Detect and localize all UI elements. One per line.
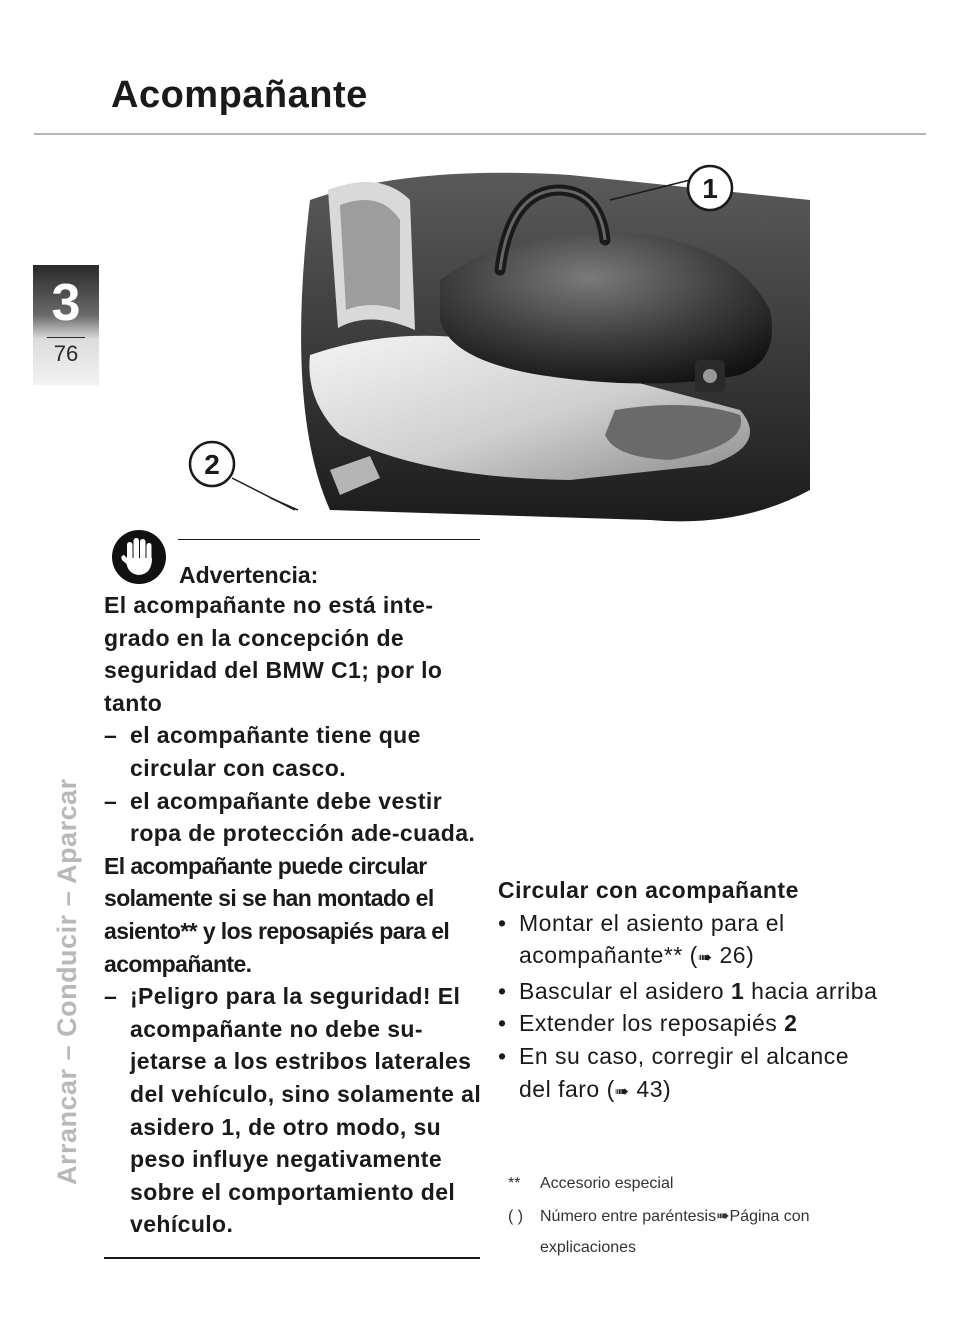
warning-top-rule <box>178 539 480 540</box>
warning-heading: Advertencia: <box>179 562 319 588</box>
warning-item: – el acompañante tiene que circular con casco. <box>104 722 421 781</box>
chapter-divider <box>47 337 85 338</box>
callout-1: 1 <box>702 173 718 204</box>
procedure-section <box>498 874 878 1108</box>
warning-item: – el acompañante debe vestir ropa de protección ade-cuada. <box>104 787 476 847</box>
arrow-right-icon: ➠ <box>716 1208 730 1225</box>
procedure-heading: Circular con acompañante <box>498 877 799 903</box>
stop-hand-icon <box>110 528 168 586</box>
warning-note: El acompañante puede circular solamente si se han montado el asiento** y los reposapiés para el acompañante. <box>104 852 450 977</box>
callout-2: 2 <box>204 449 220 480</box>
page-number: 76 <box>53 341 79 366</box>
arrow-right-icon: ➠ <box>697 948 713 968</box>
scooter-passenger-seat-photo <box>270 160 810 530</box>
callout-2-marker <box>180 430 300 520</box>
page-title: Acompañante <box>111 74 368 116</box>
procedure-step: • Bascular el asidero 1 hacia arriba <box>498 977 878 1004</box>
warning-danger: – ¡Peligro para la seguridad! El acompañante no debe su-jetarse a los estribos laterales del vehículo, sino solamente al asidero 1, de otro modo, su peso influye negativamente sobre el comportamiento del vehículo. <box>104 983 482 1238</box>
section-side-label: Arrancar – Conducir – Aparcar <box>52 778 82 1185</box>
arrow-right-icon: ➠ <box>614 1081 630 1101</box>
procedure-step: • Montar el asiento para el acompañante** (➠ 26) <box>498 909 785 969</box>
warning-bottom-rule <box>104 1257 480 1259</box>
warning-intro: El acompañante no está inte-grado en la concepción de seguridad del BMW C1; por lo tanto <box>104 592 443 716</box>
procedure-step: • En su caso, corregir el alcance del faro (➠ 43) <box>498 1042 849 1102</box>
chapter-number: 3 <box>51 274 81 332</box>
footnote: ( ) Número entre paréntesis➠Página con explicaciones <box>508 1208 810 1256</box>
title-divider <box>34 133 926 135</box>
footnotes <box>508 1166 868 1263</box>
warning-body <box>104 589 482 1241</box>
procedure-step: • Extender los reposapiés 2 <box>498 1010 798 1037</box>
chapter-tab <box>33 265 99 385</box>
footnote: ** Accesorio especial <box>508 1175 674 1192</box>
